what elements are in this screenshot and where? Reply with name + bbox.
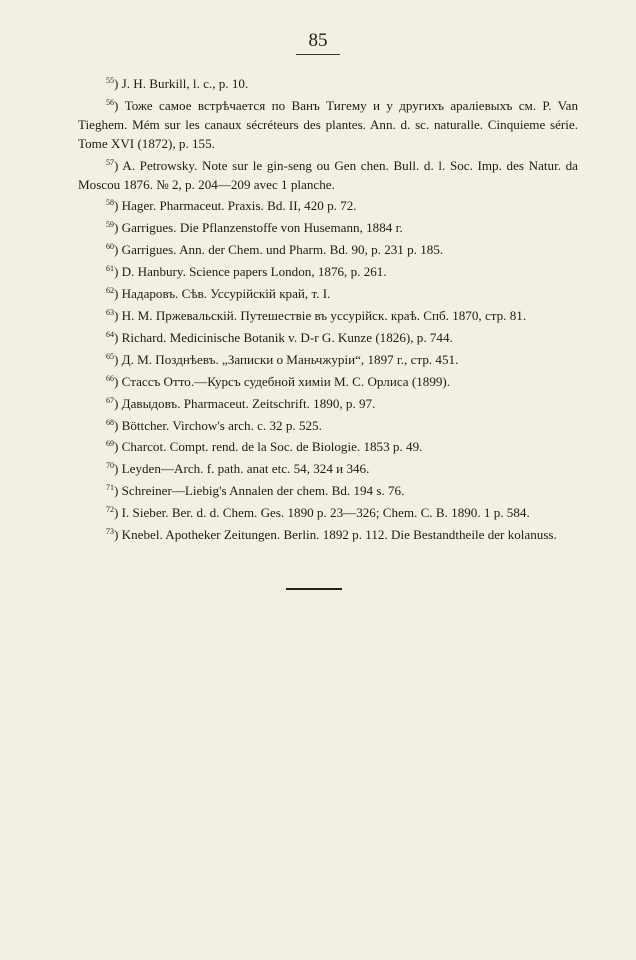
footnote-number: 61 bbox=[106, 264, 114, 274]
end-rule bbox=[286, 588, 342, 590]
footnote bbox=[78, 304, 578, 326]
footnote-number: 56 bbox=[106, 97, 114, 107]
footnote bbox=[78, 282, 578, 304]
footnote-number: 64 bbox=[106, 329, 114, 339]
footnote bbox=[78, 348, 578, 370]
footnote bbox=[78, 72, 578, 94]
footnote-number: 73 bbox=[106, 527, 114, 537]
footnote-text: Тоже самое встрѣчается по Ванъ Тигему и у другихъ араліевыхъ см. P. Van Tieghem. Mém sur les canaux sécréteurs des plantes. Ann. d. sc. naturalle. Cinquieme série. Tome XVI (1872), p. 155. bbox=[78, 97, 578, 151]
footnote-text: Н. М. Пржевальскій. Путешествіе въ уссурійск. краѣ. Спб. 1870, стр. 81. bbox=[121, 307, 527, 323]
footnote bbox=[78, 238, 578, 260]
footnote-text: Leyden—Arch. f. path. anat etc. 54, 324 и 346. bbox=[121, 461, 370, 477]
footnote-paren: ) bbox=[114, 395, 122, 411]
footnote bbox=[78, 414, 578, 436]
footnote-text: I. Sieber. Ber. d. d. Chem. Ges. 1890 p. 23—326; Chem. C. B. 1890. 1 p. 584. bbox=[121, 505, 530, 521]
footnote-paren: ) bbox=[114, 483, 122, 499]
footnote-paren: ) bbox=[114, 264, 122, 280]
footnote bbox=[78, 216, 578, 238]
page-number: 85 bbox=[308, 30, 328, 51]
footnote bbox=[78, 523, 578, 545]
footnote-number: 65 bbox=[106, 351, 114, 361]
footnote-text: Schreiner—Liebig's Annalen der chem. Bd. 194 s. 76. bbox=[121, 483, 405, 499]
footnote-number: 55 bbox=[106, 76, 114, 85]
footnote-paren: ) bbox=[114, 329, 122, 345]
footnote-number: 63 bbox=[106, 307, 114, 317]
footnote-number: 58 bbox=[106, 198, 114, 208]
footnote-text: Д. М. Позднѣевъ. „Записки о Маньчжуріи“, 1897 г., стр. 451. bbox=[121, 351, 459, 367]
footnote-number: 68 bbox=[106, 417, 114, 427]
footnote-number: 66 bbox=[106, 373, 114, 383]
footnote-text: A. Petrowsky. Note sur le gin-seng ou Gen chen. Bull. d. l. Soc. Imp. des Natur. da Moscou 1876. № 2, p. 204—209 avec 1 planche. bbox=[78, 157, 578, 192]
footnote bbox=[78, 457, 578, 479]
footnote-number: 67 bbox=[106, 395, 114, 405]
footnote bbox=[78, 392, 578, 414]
footnote-text: Richard. Medicinische Botanik v. D-r G. Kunze (1826), p. 744. bbox=[121, 329, 453, 345]
footnote-paren: ) bbox=[114, 417, 122, 433]
footnote-paren: ) bbox=[114, 461, 122, 477]
footnote bbox=[78, 370, 578, 392]
footnote bbox=[78, 479, 578, 501]
footnote-text: Charcot. Compt. rend. de la Soc. de Biologie. 1853 p. 49. bbox=[121, 439, 423, 455]
footnote-paren: ) bbox=[114, 351, 122, 367]
footnote bbox=[78, 94, 578, 154]
footnote bbox=[78, 194, 578, 216]
footnote-paren: ) bbox=[114, 527, 122, 543]
footnote-text: Hager. Pharmaceut. Praxis. Bd. II, 420 p. 72. bbox=[121, 198, 357, 214]
footnote-text: Garrigues. Ann. der Chem. und Pharm. Bd. 90, p. 231 p. 185. bbox=[121, 242, 444, 258]
footnote-text: J. H. Burkill, l. c., p. 10. bbox=[121, 76, 249, 91]
footnote-number: 57 bbox=[106, 157, 114, 167]
footnote bbox=[78, 501, 578, 523]
footnote-text: Надаровъ. Сѣв. Уссурійскій край, т. I. bbox=[121, 286, 331, 302]
footnote-text: Böttcher. Virchow's arch. c. 32 p. 525. bbox=[121, 417, 322, 433]
footnote-paren: ) bbox=[114, 307, 122, 323]
footnote-number: 62 bbox=[106, 286, 114, 296]
footnote bbox=[78, 260, 578, 282]
footnote-number: 71 bbox=[106, 483, 114, 493]
footnote-paren: ) bbox=[114, 286, 122, 302]
footnote-paren: ) bbox=[114, 242, 122, 258]
page-number-rule bbox=[296, 54, 340, 55]
footnote-paren: ) bbox=[114, 76, 122, 91]
footnote-paren: ) bbox=[114, 373, 122, 389]
footnote-paren: ) bbox=[114, 220, 122, 236]
footnote-paren: ) bbox=[114, 97, 125, 113]
footnote-paren: ) bbox=[114, 505, 122, 521]
footnotes-list bbox=[78, 72, 578, 545]
footnote-text: D. Hanbury. Science papers London, 1876, p. 261. bbox=[121, 264, 387, 280]
footnote-number: 70 bbox=[106, 461, 114, 471]
footnote-text: Garrigues. Die Pflanzenstoffe von Husemann, 1884 г. bbox=[121, 220, 403, 236]
footnote bbox=[78, 326, 578, 348]
footnote-paren: ) bbox=[114, 157, 123, 173]
footnote-text: Стассъ Отто.—Курсъ судебной химіи М. С. Орлиса (1899). bbox=[121, 373, 451, 389]
footnote-number: 59 bbox=[106, 220, 114, 230]
footnote-number: 69 bbox=[106, 439, 114, 449]
footnote bbox=[78, 154, 578, 195]
footnote-number: 72 bbox=[106, 505, 114, 515]
footnote-paren: ) bbox=[114, 198, 122, 214]
footnote bbox=[78, 435, 578, 457]
footnote-paren: ) bbox=[114, 439, 122, 455]
footnote-text: Knebel. Apotheker Zeitungen. Berlin. 1892 p. 112. Die Bestandtheile der kolanuss. bbox=[121, 527, 557, 543]
footnote-text: Давыдовъ. Pharmaceut. Zeitschrift. 1890, p. 97. bbox=[121, 395, 376, 411]
footnote-number: 60 bbox=[106, 242, 114, 252]
